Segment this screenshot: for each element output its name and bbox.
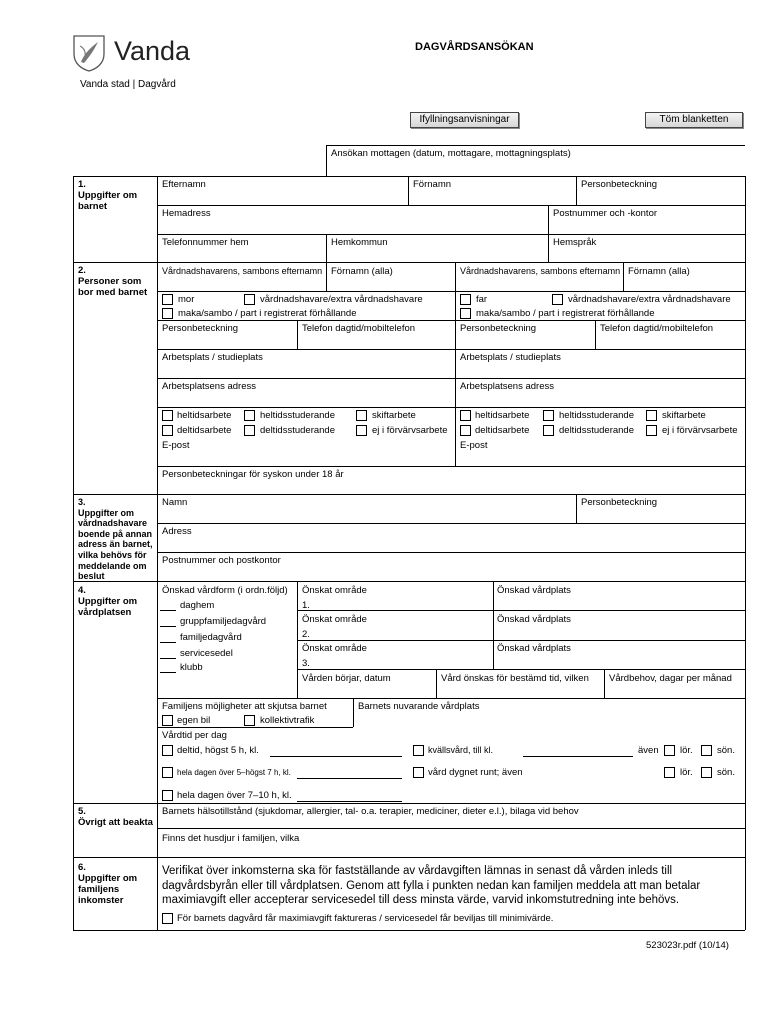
hela7-label: hela dagen över 5–högst 7 h, kl. [177, 768, 291, 777]
maxavgift-label: För barnets dagvård får maximiavgift faktureras / servicesedel får beviljas till minimivärde. [177, 913, 554, 924]
daghem-label: daghem [180, 600, 215, 611]
verifikat-text: Verifikat över inkomsterna ska för fastställande av vårdavgiften lämnas in senast då vården inleds till dagvårdsbyrån eller till vårdplatsen. Genom att fylla i punkten nedan kan familjen meddela att man betalar maximiavgift eller accepterar servicesedel till dess minsta värde, varvid inkomstutredning inte behövs. [162, 865, 701, 907]
son-checkbox-2[interactable] [701, 767, 712, 778]
s2-arbetsplats-label-2: Arbetsplats / studieplats [460, 352, 561, 363]
section-2-title: 2. Personer som bor med barnet [78, 265, 148, 298]
deltid-label: deltid, högst 5 h, kl. [177, 745, 259, 756]
nuvarande-label: Barnets nuvarande vårdplats [358, 701, 480, 712]
maka-checkbox-2[interactable] [460, 308, 471, 319]
vardnadshavare-checkbox-2[interactable] [552, 294, 563, 305]
heltidsarbete-checkbox-2[interactable] [460, 410, 471, 421]
deltidsarbete-label-2: deltidsarbete [475, 425, 530, 436]
s3-postnummer-label: Postnummer och postkontor [162, 555, 281, 566]
dygnet-label: vård dygnet runt; även [428, 767, 523, 778]
mor-label: mor [178, 294, 195, 305]
s2-arbetsplats-label-1: Arbetsplats / studieplats [162, 352, 263, 363]
son-label-1: sön. [717, 745, 735, 756]
s1-telefon-label: Telefonnummer hem [162, 237, 249, 248]
familj-label: familjedagvård [180, 632, 242, 643]
vardplats-label-1: Önskad vårdplats [497, 585, 571, 596]
deltidsstuderande-label-2: deltidsstuderande [559, 425, 634, 436]
s2-epost-label-2: E-post [460, 440, 488, 451]
s2-telefon-label-1: Telefon dagtid/mobiltelefon [302, 323, 416, 334]
heltidsstuderande-checkbox-1[interactable] [244, 410, 255, 421]
s3-namn-label: Namn [162, 497, 188, 508]
page-title: DAGVÅRDSANSÖKAN [415, 41, 534, 53]
s3-personbeteckning-label: Personbeteckning [581, 497, 658, 508]
kvall-label: kvällsvård, till kl. [428, 745, 494, 755]
vardtid-label: Vårdtid per dag [162, 730, 227, 741]
heltidsstuderande-label-1: heltidsstuderande [260, 410, 335, 421]
service-label: servicesedel [180, 648, 233, 659]
s2-fornamn-label-1: Förnamn (alla) [331, 266, 393, 277]
section-6-title: 6. Uppgifter om familjens inkomster [78, 862, 138, 906]
deltidsstuderande-checkbox-1[interactable] [244, 425, 255, 436]
omrade-label-1: Önskat område [302, 585, 367, 596]
skiftarbete-checkbox-2[interactable] [646, 410, 657, 421]
lor-label-1: lör. [680, 745, 693, 756]
s1-hemsprak-label: Hemspråk [553, 237, 597, 248]
s4-vardform-label: Önskad vårdform (i ordn.följd) [162, 585, 288, 596]
section-5-title: 5. Övrigt att beakta [78, 806, 153, 828]
s2-telefon-label-2: Telefon dagtid/mobiltelefon [600, 323, 714, 334]
s2-personbeteckning-label-1: Personbeteckning [162, 323, 239, 334]
ej-forvarv-checkbox-2[interactable] [646, 425, 657, 436]
maka-label-2: maka/sambo / part i registrerat förhållande [476, 308, 655, 319]
section-3-title: 3. Uppgifter om vårdnadshavare boende på annan adress än barnet, vilka behövs för meddelande om beslut [78, 497, 153, 582]
s1-hemadress-label: Hemadress [162, 208, 211, 219]
omrade-label-2: Önskat område [302, 614, 367, 625]
dygnet-checkbox[interactable] [413, 767, 424, 778]
aven-label: även [638, 745, 659, 756]
lor-checkbox-2[interactable] [664, 767, 675, 778]
heltidsarbete-label-1: heltidsarbete [177, 410, 232, 421]
s2-syskon-label: Personbeteckningar för syskon under 18 år [162, 469, 344, 480]
section-4-title: 4. Uppgifter om vårdplatsen [78, 585, 138, 618]
vanda-crest-icon [72, 34, 106, 72]
logo-text: Vanda [114, 36, 191, 66]
egen-bil-checkbox[interactable] [162, 715, 173, 726]
vardnadshavare-label-1: vårdnadshavare/extra vårdnadshavare [260, 294, 423, 305]
omrade-num-2: 2. [302, 629, 310, 640]
vardplats-label-2: Önskad vårdplats [497, 614, 571, 625]
maka-label-1: maka/sambo / part i registrerat förhållande [178, 308, 357, 319]
maka-checkbox-1[interactable] [162, 308, 173, 319]
s1-fornamn-label: Förnamn [413, 179, 452, 190]
s2-arbetsadress-label-2: Arbetsplatsens adress [460, 381, 554, 392]
son-checkbox-1[interactable] [701, 745, 712, 756]
s1-personbeteckning-label: Personbeteckning [581, 179, 658, 190]
viss-tid-label: Vård önskas för bestämd tid, vilken [441, 673, 589, 684]
heltidsstuderande-checkbox-2[interactable] [543, 410, 554, 421]
section-1-title: 1. Uppgifter om barnet [78, 179, 138, 212]
klubb-label: klubb [180, 662, 203, 673]
hela7-checkbox[interactable] [162, 767, 173, 778]
instructions-button[interactable]: Ifyllningsanvisningar [410, 112, 519, 128]
s2-personbeteckning-label-2: Personbeteckning [460, 323, 537, 334]
halsa-label: Barnets hälsotillstånd (sjukdomar, allergier, tal- o.a. terapier, mediciner, dieter e.l.), bilaga vid behov [162, 806, 579, 817]
received-label: Ansökan mottagen (datum, mottagare, mottagningsplats) [331, 148, 571, 159]
form-code: 523023r.pdf (10/14) [646, 940, 729, 951]
clear-form-button[interactable]: Töm blanketten [645, 112, 743, 128]
heltidsstuderande-label-2: heltidsstuderande [559, 410, 634, 421]
s1-hemkommun-label: Hemkommun [331, 237, 388, 248]
kollektiv-checkbox[interactable] [244, 715, 255, 726]
lor-label-2: lör. [680, 767, 693, 778]
kollektiv-label: kollektivtrafik [260, 715, 315, 726]
skiftarbete-label-1: skiftarbete [372, 410, 416, 421]
ej-forvarv-checkbox-1[interactable] [356, 425, 367, 436]
skiftarbete-label-2: skiftarbete [662, 410, 706, 421]
vardnadshavare-checkbox-1[interactable] [244, 294, 255, 305]
maxavgift-checkbox[interactable] [162, 913, 173, 924]
hela10-checkbox[interactable] [162, 790, 173, 801]
vardplats-label-3: Önskad vårdplats [497, 643, 571, 654]
deltidsstuderande-label-1: deltidsstuderande [260, 425, 335, 436]
son-label-2: sön. [717, 767, 735, 778]
vardnadshavare-label-2: vårdnadshavare/extra vårdnadshavare [568, 294, 731, 305]
s3-adress-label: Adress [162, 526, 192, 537]
deltidsarbete-label-1: deltidsarbete [177, 425, 232, 436]
ej-forvarv-label-1: ej i förvärvsarbete [372, 425, 448, 436]
hela10-label: hela dagen över 7–10 h, kl. [177, 790, 292, 801]
omrade-num-1: 1. [302, 600, 310, 611]
husdjur-label: Finns det husdjur i familjen, vilka [162, 833, 300, 844]
s2-efternamn-label-1: Vårdnadshavarens, sambons efternamn [162, 266, 323, 276]
s2-arbetsadress-label-1: Arbetsplatsens adress [162, 381, 256, 392]
heltidsarbete-label-2: heltidsarbete [475, 410, 530, 421]
omrade-num-3: 3. [302, 658, 310, 669]
header-subtitle: Vanda stad | Dagvård [80, 79, 176, 90]
grupp-label: gruppfamiljedagvård [180, 616, 267, 627]
ej-forvarv-label-2: ej i förvärvsarbete [662, 425, 738, 436]
s2-efternamn-label-2: Vårdnadshavarens, sambons efternamn [460, 266, 621, 276]
skjutsa-label: Familjens möjligheter att skjutsa barnet [162, 701, 327, 712]
kvall-checkbox[interactable] [413, 745, 424, 756]
mor-checkbox[interactable] [162, 294, 173, 305]
s2-fornamn-label-2: Förnamn (alla) [628, 266, 690, 277]
borjar-label: Vården börjar, datum [302, 673, 391, 684]
s1-efternamn-label: Efternamn [162, 179, 206, 190]
deltidsstuderande-checkbox-2[interactable] [543, 425, 554, 436]
s1-postnummer-label: Postnummer och -kontor [553, 208, 658, 219]
vardbehov-label: Vårdbehov, dagar per månad [609, 673, 732, 684]
lor-checkbox-1[interactable] [664, 745, 675, 756]
s2-epost-label-1: E-post [162, 440, 190, 451]
skiftarbete-checkbox-1[interactable] [356, 410, 367, 421]
omrade-label-3: Önskat område [302, 643, 367, 654]
deltid-checkbox[interactable] [162, 745, 173, 756]
heltidsarbete-checkbox-1[interactable] [162, 410, 173, 421]
egen-bil-label: egen bil [177, 715, 211, 726]
deltidsarbete-checkbox-1[interactable] [162, 425, 173, 436]
far-label: far [476, 294, 488, 305]
deltidsarbete-checkbox-2[interactable] [460, 425, 471, 436]
far-checkbox[interactable] [460, 294, 471, 305]
